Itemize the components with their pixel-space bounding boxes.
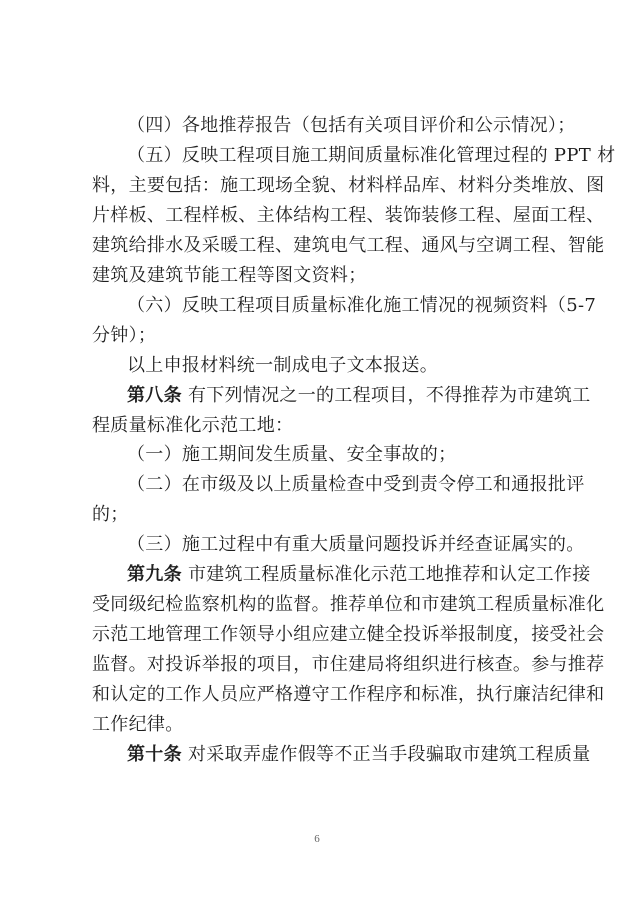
article-9-line bbox=[127, 563, 591, 587]
paragraph-line: （一）施工期间发生质量、安全事故的； bbox=[127, 444, 457, 466]
paragraph-line: 建筑及建筑节能工程等图文资料； bbox=[92, 264, 367, 286]
paragraph-line: （四）各地推荐报告（包括有关项目评价和公示情况）； bbox=[127, 115, 576, 136]
paragraph-line: 分钟）； bbox=[92, 324, 157, 346]
paragraph-line: 以上申报材料统一制成电子文本报送。 bbox=[127, 354, 439, 376]
paragraph-line: 建筑给排水及采暖工程、建筑电气工程、通风与空调工程、智能 bbox=[92, 234, 605, 256]
article-9-heading: 第九条 bbox=[127, 564, 182, 586]
article-8-line bbox=[127, 384, 591, 408]
paragraph-line: 受同级纪检监察机构的监督。推荐单位和市建筑工程质量标准化 bbox=[92, 594, 605, 616]
paragraph-line: 片样板、工程样板、主体结构工程、装饰装修工程、屋面工程、 bbox=[92, 204, 605, 226]
paragraph-line: 示范工地管理工作领导小组应建立健全投诉举报制度，接受社会 bbox=[92, 624, 605, 646]
article-10-line bbox=[127, 743, 591, 767]
paragraph-line: 程质量标准化示范工地： bbox=[92, 414, 294, 436]
paragraph-line: （二）在市级及以上质量检查中受到责令停工和通报批评 bbox=[127, 474, 585, 496]
article-10-heading: 第十条 bbox=[127, 744, 182, 765]
article-9-text: 市建筑工程质量标准化示范工地推荐和认定工作接 bbox=[187, 564, 591, 586]
article-8-text: 有下列情况之一的工程项目，不得推荐为市建筑工 bbox=[187, 384, 591, 406]
page-number: 6 bbox=[314, 833, 320, 845]
paragraph-line: 工作纪律。 bbox=[92, 714, 184, 736]
paragraph-line: （六）反映工程项目质量标准化施工情况的视频资料（5-7 bbox=[127, 294, 597, 316]
paragraph-line: （三）施工过程中有重大质量问题投诉并经查证属实的。 bbox=[127, 534, 585, 556]
paragraph-line: （五）反映工程项目施工期间质量标准化管理过程的 PPT 材 bbox=[127, 144, 616, 166]
article-8-heading: 第八条 bbox=[127, 384, 182, 406]
paragraph-line: 的； bbox=[92, 504, 129, 526]
paragraph-line: 监督。对投诉举报的项目，市住建局将组织进行核查。参与推荐 bbox=[92, 654, 605, 676]
article-10-text: 对采取弄虚作假等不正当手段骗取市建筑工程质量 bbox=[187, 744, 591, 765]
paragraph-line: 和认定的工作人员应严格遵守工作程序和标准，执行廉洁纪律和 bbox=[92, 684, 605, 706]
paragraph-line: 料，主要包括：施工现场全貌、材料样品库、材料分类堆放、图 bbox=[92, 174, 605, 196]
